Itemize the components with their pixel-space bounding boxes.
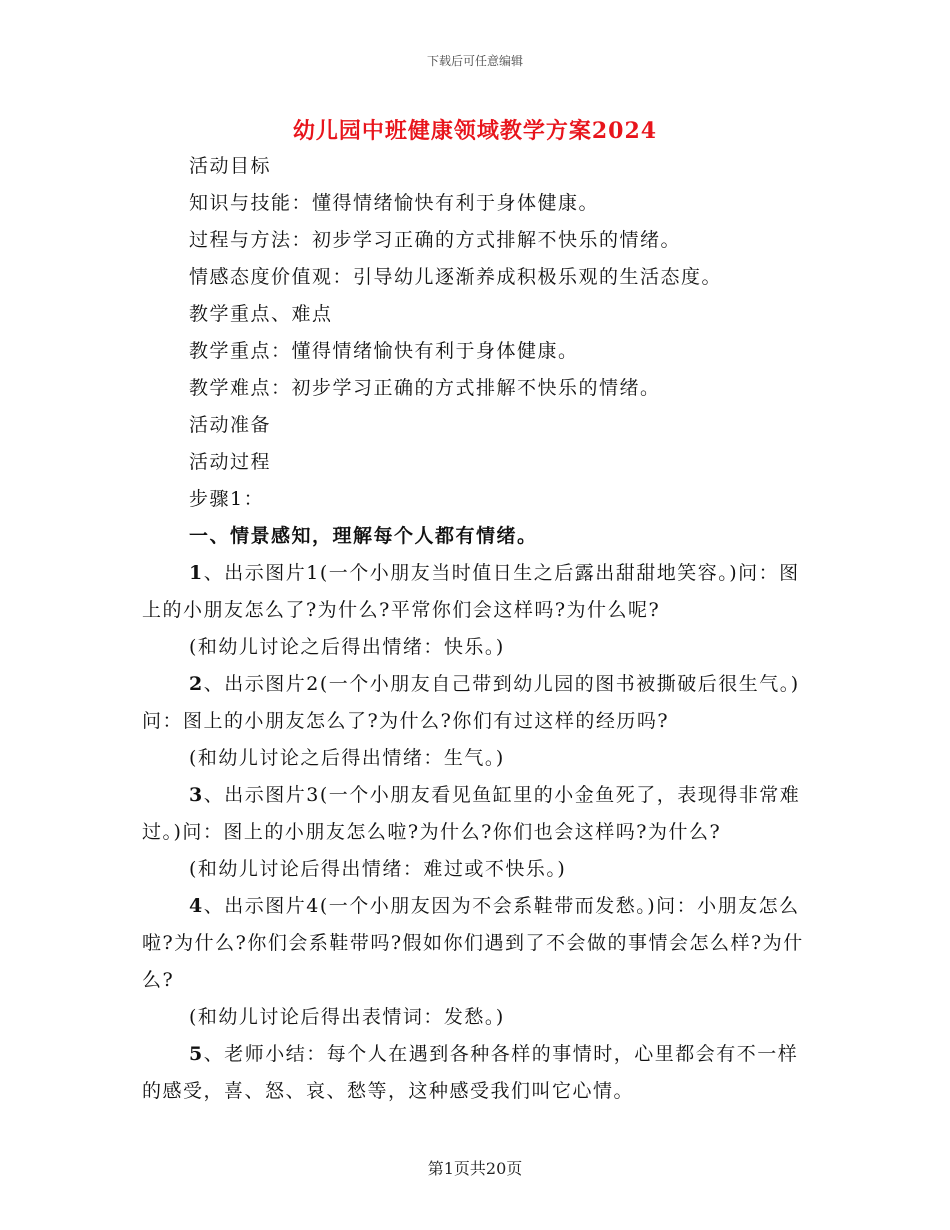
item-number: 1 (189, 562, 204, 584)
list-item-1 (142, 555, 812, 629)
difficulty: 教学难点：初步学习正确的方式排解不快乐的情绪。 (189, 377, 661, 399)
header-note: 下载后可任意编辑 (426, 54, 523, 68)
item-text: 、出示图片2(一个小朋友自己带到幼儿园的图书被撕破后很生气。)问：图上的小朋友怎么了?为什么?你们有过这样的经历吗? (142, 673, 800, 732)
key-points-heading: 教学重点、难点 (189, 303, 333, 325)
objectives-heading: 活动目标 (189, 155, 272, 177)
item-text: 、出示图片1(一个小朋友当时值日生之后露出甜甜地笑容。)问：图上的小朋友怎么了?为什么?平常你们会这样吗?为什么呢? (142, 562, 800, 621)
item-result-2: (和幼儿讨论之后得出情绪：生气。) (189, 747, 505, 769)
objective-values: 情感态度价值观：引导幼儿逐渐养成积极乐观的生活态度。 (189, 266, 723, 288)
item-number: 4 (189, 895, 204, 917)
preparation-heading: 活动准备 (189, 414, 272, 436)
item-text: 、出示图片3(一个小朋友看见鱼缸里的小金鱼死了，表现得非常难过。)问：图上的小朋友怎么啦?为什么?你们也会这样吗?为什么? (142, 784, 801, 843)
list-item-4 (142, 888, 812, 999)
list-item-2 (142, 666, 812, 740)
item-text: 、出示图片4(一个小朋友因为不会系鞋带而发愁。)问：小朋友怎么啦?为什么?你们会系鞋带吗?假如你们遇到了不会做的事情会怎么样?为什么? (142, 895, 804, 991)
document-body (142, 148, 812, 1110)
key-point: 教学重点：懂得情绪愉快有利于身体健康。 (189, 340, 579, 362)
item-number: 3 (189, 784, 204, 806)
summary-text: 、老师小结：每个人在遇到各种各样的事情时，心里都会有不一样的感受，喜、怒、哀、愁等，这种感受我们叫它心情。 (142, 1043, 799, 1102)
item-result-1: (和幼儿讨论之后得出情绪：快乐。) (189, 636, 505, 658)
list-item-3 (142, 777, 812, 851)
section1-heading: 一、情景感知，理解每个人都有情绪。 (189, 525, 538, 547)
objective-knowledge: 知识与技能：懂得情绪愉快有利于身体健康。 (189, 192, 600, 214)
item-result-4: (和幼儿讨论后得出表情词：发愁。) (189, 1006, 505, 1028)
item-number: 5 (189, 1043, 204, 1065)
item-result-3: (和幼儿讨论后得出情绪：难过或不快乐。) (189, 858, 567, 880)
item-number: 2 (189, 673, 204, 695)
document-title: 幼儿园中班健康领域教学方案2024 (292, 118, 658, 144)
step-label: 步骤1： (189, 488, 265, 510)
process-heading: 活动过程 (189, 451, 272, 473)
objective-process: 过程与方法：初步学习正确的方式排解不快乐的情绪。 (189, 229, 682, 251)
page-footer: 第1页共20页 (427, 1159, 523, 1178)
summary-item (142, 1036, 812, 1110)
